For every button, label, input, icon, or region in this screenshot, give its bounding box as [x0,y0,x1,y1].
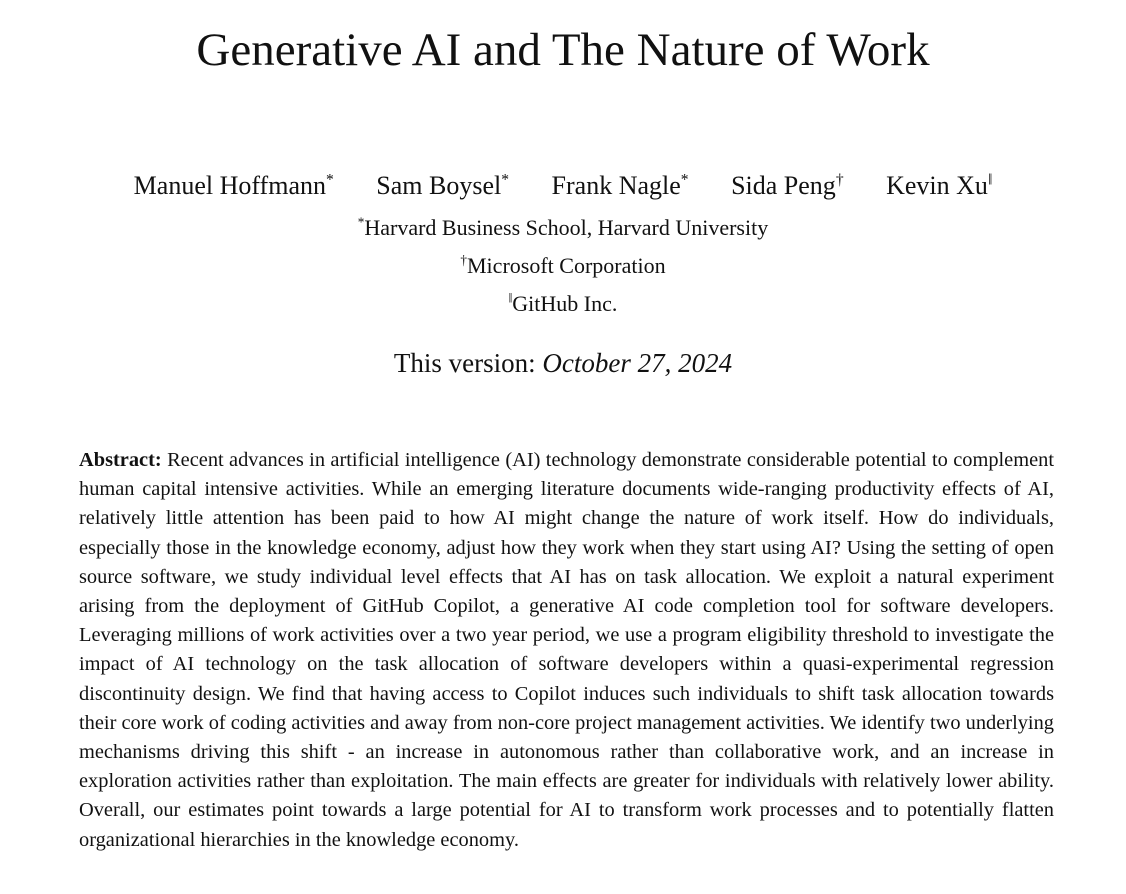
author-name: Frank Nagle [551,171,681,200]
affiliation-mark: ‖ [508,290,513,306]
affiliation-text: Harvard Business School, Harvard University [364,215,769,240]
paper-title: Generative AI and The Nature of Work [196,24,930,76]
affiliation-mark: * [325,171,334,189]
author-nagle [552,170,689,202]
version-date: October 27, 2024 [542,348,733,378]
author-peng [731,170,844,202]
affiliation-mark: * [680,171,689,189]
affiliation-mark: † [835,171,844,189]
author-name: Sida Peng [731,171,836,200]
author-xu [886,170,992,202]
author-name: Manuel Hoffmann [133,171,326,200]
version-line [0,346,1126,380]
version-label: This version: [393,348,536,378]
abstract-label: Abstract: [79,449,162,471]
author-name: Sam Boysel [376,171,502,200]
affiliation-text: GitHub Inc. [512,291,618,316]
author-boysel [376,170,509,202]
affiliation-microsoft [0,252,1126,280]
affiliation-mark: ‖ [987,171,993,189]
affiliation-harvard [0,214,1126,242]
affiliation-mark: * [357,214,365,230]
author-name: Kevin Xu [886,171,988,200]
affiliation-mark: * [501,171,510,189]
affiliation-mark: † [460,252,467,268]
abstract [79,446,1054,855]
affiliation-text: Microsoft Corporation [467,253,666,278]
abstract-text: Recent advances in artificial intelligence (AI) technology demonstrate considerable potential to complement human capital intensive activities. While an emerging literature documents wide-ranging productivity effects of AI, relatively little attention has been paid to how AI might change the nature of work itself. How do individuals, especially those in the knowledge economy, adjust how they work when they start using AI? Using the setting of open source software, we study individual level effects that AI has on task allocation. We exploit a natural experiment arising from the deployment of GitHub Copilot, a generative AI code completion tool for software developers. Leveraging millions of work activities over a two year period, we use a program eligibility threshold to investigate the impact of AI technology on the task allocation of software developers within a quasi-experimental regression discontinuity design. We find that having access to Copilot induces such individuals to shift task allocation towards their core work of coding activities and away from non-core project management activities. We identify two underlying mechanisms driving this shift - an increase in autonomous rather than collaborative work, and an increase in exploration activities rather than exploitation. The main effects are greater for individuals with relatively lower ability. Overall, our estimates point towards a large potential for AI to transform work processes and to potentially flatten organizational hierarchies in the knowledge economy. [79,449,1054,851]
author-hoffmann [134,170,334,202]
affiliation-github [0,290,1126,318]
author-list [0,170,1126,202]
